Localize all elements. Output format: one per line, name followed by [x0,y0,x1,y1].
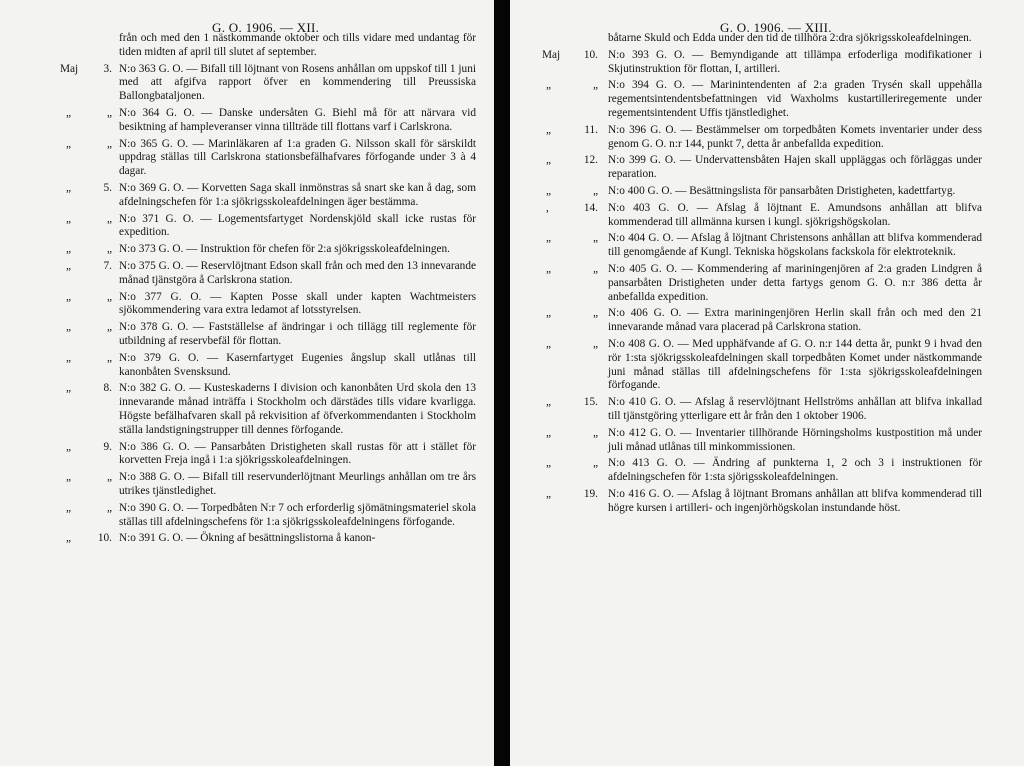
entry-day: 9. [103,440,112,453]
entry-ditto: „ [546,184,552,197]
entry-text: N:o 400 G. O. — Besättningslista för pansarbåten Dristigheten, kadettfartyg. [608,184,956,197]
entry-day: 8. [103,382,112,395]
entry-day: 19. [583,487,598,500]
entry-ditto: „ [66,212,72,225]
entry-text: N:o 394 G. O. — Marinintendenten af 2:a graden Trysén skall uppehålla regementsintendentsbefattningen vid Waxholms kustartilleriregemente under regementsintendent Uffis tjänstledighet. [608,79,982,119]
entry-text: N:o 373 G. O. — Instruktion för chefen för 2:a sjökrigsskoleafdelningen. [119,243,450,256]
entry-text: N:o 404 G. O. — Afslag å löjtnant Christensons anhållan att blifva kommenderad till genomgående af Kungl. Tekniska högskolans fackskola för elektroteknik. [608,232,982,259]
entry-ditto: „ [546,487,552,500]
book-gutter [494,0,510,766]
entry-ditto: „ [546,396,552,409]
entry-ditto: „ [66,259,72,272]
entry-text: N:o 403 G. O. — Afslag å löjtnant E. Amundsons anhållan att blifva kommenderad till allmänna kursen i kungl. sjökrigshögskolan. [608,201,982,228]
entry-day: „ [106,106,112,119]
entry-text: N:o 390 G. O. — Torpedbåten N:r 7 och erforderlig sjömätningsmateriel skola ställas till afdelningschefens för 1:a sjökrigsskoleafdelningens förfogande. [119,501,476,528]
entry-ditto: „ [546,307,552,320]
order-entry [510,263,1024,304]
entry-text: N:o 396 G. O. — Bestämmelser om torpedbåten Komets inventarier under dess genom G. O. n:r 144, punkt 7, detta år anbefallda expedition. [608,123,982,150]
order-entry [0,63,494,104]
entry-day: 11. [584,123,598,136]
order-entry [0,243,494,257]
entry-day: „ [106,212,112,225]
order-entry [510,488,1024,516]
order-entry [510,154,1024,182]
entry-day: „ [106,501,112,514]
entry-month: Maj [542,48,561,61]
entry-day: 15. [583,396,598,409]
entry-ditto: „ [66,440,72,453]
order-entry [510,79,1024,120]
entry-day: 10. [97,532,112,545]
entry-ditto: „ [66,382,72,395]
entry-ditto: „ [66,181,72,194]
entry-text: N:o 416 G. O. — Afslag å löjtnant Bromans anhållan att blifva kommenderad till högre kursen i artilleri- och ingenjörhögskolan instundande höst. [608,487,982,514]
entry-list-right [510,32,1024,519]
entry-text: N:o 363 G. O. — Bifall till löjtnant von Rosens anhållan om uppskof till 1 juni med att afgifva rapport öfver en kommendering till Preussiska Ballongbataljonen. [119,62,476,103]
entry-day: 14. [583,201,598,214]
order-entry [0,352,494,380]
order-entry [0,502,494,530]
entry-list-left [0,32,494,549]
order-entry [510,32,1024,46]
entry-day: „ [592,426,598,439]
entry-day: 7. [103,259,112,272]
order-entry [0,471,494,499]
entry-day: 3. [103,62,112,75]
entry-ditto: , [546,201,549,214]
entry-text: N:o 369 G. O. — Korvetten Saga skall inmönstras så snart ske kan å dag, som afdelningschefen för 1:a sjökrigsskoleafdelningen äger bestämma. [119,181,476,208]
entry-day: 5. [103,181,112,194]
entry-text: från och med den 1 nästkommande oktober och tills vidare med undantag för tiden midten af april till slutet af september. [119,32,476,58]
order-entry [0,382,494,437]
entry-ditto: „ [546,426,552,439]
entry-ditto: „ [66,471,72,484]
left-page [0,0,494,766]
entry-day: „ [592,337,598,350]
order-entry [0,260,494,288]
entry-ditto: „ [66,321,72,334]
entry-ditto: „ [66,532,72,545]
entry-ditto: „ [66,351,72,364]
entry-ditto: „ [546,79,552,92]
entry-text: N:o 405 G. O. — Kommendering af mariningenjören af 2:a graden Lindgren å pansarbåten Dristigheten under detta fartygs genom G. O. n:r 386 detta år anbefallda expedition. [608,262,982,303]
page-header-left: G. O. 1906. — XII. [212,20,320,35]
entry-text: N:o 379 G. O. — Kasernfartyget Eugenies ångslup skall utlånas till kanonbåten Svensksund. [119,351,476,378]
order-entry [510,185,1024,199]
entry-text: båtarne Skuld och Edda under den tid de tillhöra 2:dra sjökrigsskoleafdelningen. [608,32,972,44]
entry-day: „ [106,137,112,150]
order-entry [510,457,1024,485]
entry-ditto: „ [66,290,72,303]
entry-text: N:o 377 G. O. — Kapten Posse skall under kapten Wachtmeisters sjökommendering vara extra ledamot af lotsstyrelsen. [119,290,476,317]
entry-ditto: „ [66,137,72,150]
entry-day: 12. [583,154,598,167]
entry-ditto: „ [546,262,552,275]
entry-text: N:o 378 G. O. — Fastställelse af ändringar i och tillägg till reglemente för utbildning af reservbefäl för flottan. [119,321,476,347]
entry-day: „ [592,184,598,197]
entry-text: N:o 382 G. O. — Kusteskaderns I division och kanonbåten Urd skola den 13 innevarande månad inträffa i Stockholm och därstädes tills vidare kvarligga. Högste befälhafvaren skall på rekvisition af öfverkommendanten i Stockholm ställa landstigningstrupper till dennes förfogande. [119,382,476,436]
entry-ditto: „ [66,243,72,256]
entry-text: N:o 412 G. O. — Inventarier tillhörande Hörningsholms kustpostition må under juli månad utlånas till minkommissionen. [608,426,982,453]
order-entry [0,138,494,179]
order-entry [0,213,494,241]
entry-text: N:o 375 G. O. — Reservlöjtnant Edson skall från och med den 13 innevarande månad tjänstgöra å Carlskrona station. [119,259,476,286]
entry-text: N:o 391 G. O. — Ökning af besättningslistorna å kanon- [119,532,376,545]
entry-month: Maj [60,62,79,75]
order-entry [510,202,1024,230]
entry-text: N:o 413 G. O. — Ändring af punkterna 1, 2 och 3 i instruktionen för afdelningschefen för 1:sta sjörigsskoleafdelningen. [608,457,982,484]
entry-ditto: „ [546,337,552,350]
order-entry [0,321,494,349]
entry-day: „ [592,457,598,470]
entry-day: 10. [583,48,598,61]
entry-day: „ [592,307,598,320]
entry-day: „ [592,232,598,245]
entry-day: „ [106,471,112,484]
order-entry [510,49,1024,77]
entry-text: N:o 399 G. O. — Undervattensbåten Hajen skall uppläggas och förläggas under reparation. [608,154,982,181]
entry-text: N:o 371 G. O. — Logementsfartyget Nordenskjöld skall icke rustas för expedition. [119,212,476,239]
order-entry [0,182,494,210]
entry-text: N:o 388 G. O. — Bifall till reservunderlöjtnant Meurlings anhållan om tre års utrikes tjänstledighet. [119,471,476,497]
order-entry [0,32,494,60]
entry-text: N:o 393 G. O. — Bemyndigande att tillämpa erfoderliga modifikationer i Skjutinstruktion för flottan, I, artilleri. [608,48,982,75]
order-entry [510,338,1024,393]
page-header-right: G. O. 1906. — XIII. [720,20,832,35]
entry-day: „ [592,262,598,275]
entry-ditto: „ [66,106,72,119]
entry-ditto: „ [546,457,552,470]
entry-text: N:o 408 G. O. — Med upphäfvande af G. O. n:r 144 detta år, punkt 9 i hvad den rör 1:sta sjökrigsskoleafdelningen skall torpedbåten Komet under nästkommande juni månad ställas till afdelningschefens för 1:sta sjökrigsskoleafdelningen förfogande. [608,337,982,392]
order-entry [510,124,1024,152]
entry-ditto: „ [546,154,552,167]
entry-day: „ [106,351,112,364]
right-page [510,0,1024,766]
entry-ditto: „ [546,123,552,136]
order-entry [510,232,1024,260]
entry-text: N:o 365 G. O. — Marinläkaren af 1:a graden G. Nilsson skall för särskildt uppdrag ställas till Carlskrona stationsbefälhafvares förfogande under 3 à 4 dagar. [119,137,476,178]
order-entry [510,307,1024,335]
order-entry [0,532,494,546]
entry-text: N:o 410 G. O. — Afslag å reservlöjtnant Hellströms anhållan att blifva inkallad till tjänstgöring ytterligare ett år från den 1 oktober 1906. [608,396,982,422]
entry-day: „ [106,321,112,334]
order-entry [510,396,1024,424]
entry-day: „ [592,79,598,92]
entry-ditto: „ [546,232,552,245]
order-entry [510,427,1024,455]
entry-day: „ [106,243,112,256]
order-entry [0,291,494,319]
entry-text: N:o 364 G. O. — Danske undersåten G. Biehl må för att närvara vid besiktning af hampleveranser vinna tillträde till flottans varf i Carlskrona. [119,106,476,133]
order-entry [0,107,494,135]
entry-text: N:o 406 G. O. — Extra mariningenjören Herlin skall från och med den 21 innevarande månad vara placerad på Carlskrona station. [608,307,982,334]
entry-text: N:o 386 G. O. — Pansarbåten Dristigheten skall rustas för att i stället för korvetten Freja ingå i 1:a sjökrigsskoleafdelningen. [119,440,476,467]
entry-ditto: „ [66,501,72,514]
order-entry [0,441,494,469]
entry-day: „ [106,290,112,303]
